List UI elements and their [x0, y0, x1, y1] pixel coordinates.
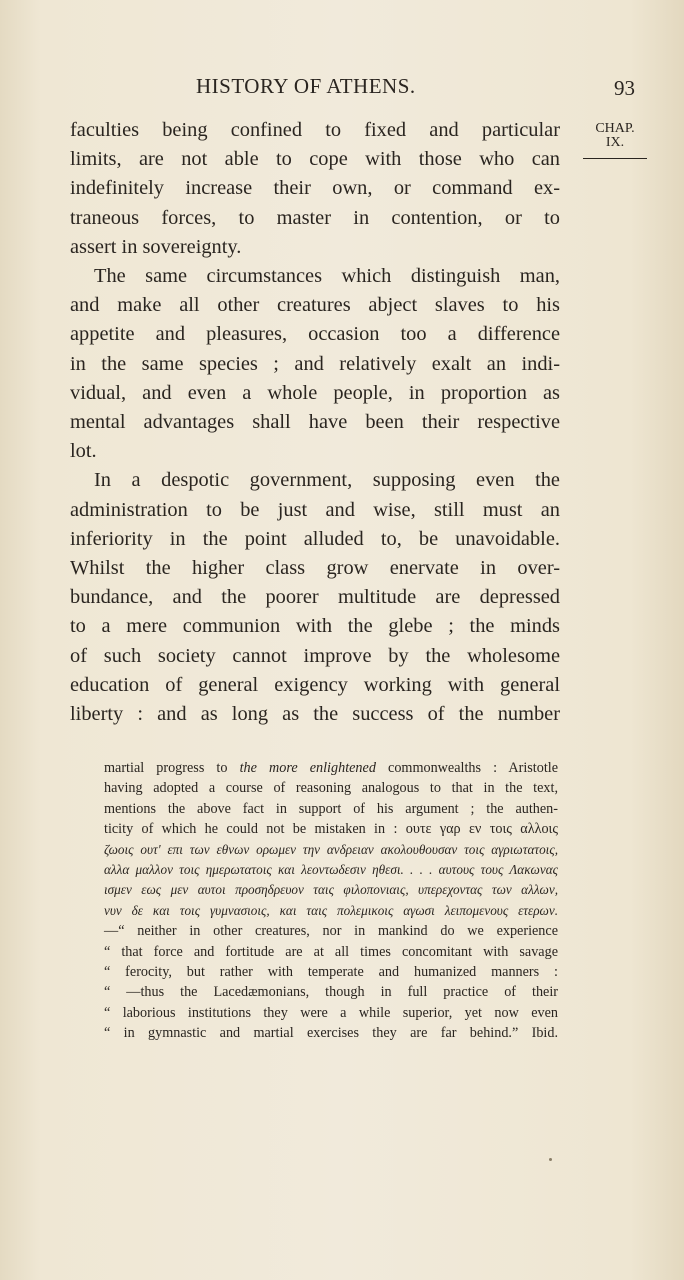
chapter-rule — [583, 158, 647, 159]
body-line: lot. — [70, 440, 97, 463]
body-line: inferiority in the point alluded to, be unavoidable. — [70, 527, 560, 550]
body-line: In a despotic government, supposing even the — [94, 469, 560, 492]
body-line: in the same species ; and relatively exalt an indi- — [70, 352, 560, 375]
footnote-line: mentions the above fact in support of his argument ; the authen- — [104, 800, 558, 817]
body-line: liberty : and as long as the success of the number — [70, 703, 560, 726]
body-line: mental advantages shall have been their respective — [70, 411, 560, 434]
page-number: 93 — [614, 76, 635, 100]
body-line: administration to be just and wise, still must an — [70, 498, 560, 521]
footnote-line: —“ neither in other creatures, nor in mankind do we experience — [104, 923, 558, 940]
chapter-marker — [578, 122, 652, 159]
body-line: limits, are not able to cope with those who can — [70, 148, 560, 171]
footnote-line — [104, 758, 558, 778]
footnote-emphasis: the more enlightened — [239, 760, 376, 776]
body-line: appetite and pleasures, occasion too a difference — [70, 323, 560, 346]
body-text — [70, 116, 560, 729]
body-line: Whilst the higher class grow enervate in over- — [70, 557, 560, 580]
footnote-line: “ —thus the Lacedæmonians, though in full practice of their — [104, 984, 558, 1001]
footnote-greek-line: νυν δε και τοις γυμνασιοις, και ταις πολεμικοις αγωσι λειπομενους ετερων. — [104, 902, 558, 918]
footnote-line: “ that force and fortitude are at all times concomitant with savage — [104, 943, 558, 960]
footnote-line: having adopted a course of reasoning analogous to that in the text, — [104, 780, 558, 797]
page-header — [0, 74, 684, 104]
body-line: faculties being confined to fixed and particular — [70, 119, 560, 141]
running-title: HISTORY OF ATHENS. — [196, 74, 416, 98]
footnote-line: “ in gymnastic and martial exercises they are far behind.” Ibid. — [104, 1025, 558, 1042]
footnote-greek-line: ζωοις ουτ' επι των εθνων ορωμεν την ανδρειαν ακολουθουσαν τοις αγριωτατοις, — [104, 841, 558, 857]
body-line: assert in sovereignty. — [70, 235, 242, 258]
chapter-label: CHAP. — [595, 121, 635, 136]
body-line: traneous forces, to master in contention, or to — [70, 206, 560, 229]
body-line: vidual, and even a whole people, in proportion as — [70, 381, 560, 404]
body-line: The same circumstances which distinguish man, — [94, 265, 560, 288]
body-line: education of general exigency working with general — [70, 673, 560, 696]
body-line: to a mere communion with the glebe ; the minds — [70, 615, 560, 638]
chapter-number: IX. — [605, 135, 625, 150]
footnote-line: “ ferocity, but rather with temperate and humanized manners : — [104, 964, 558, 981]
footnote-text: commonwealths : Aristotle — [375, 760, 558, 776]
footnote — [104, 758, 558, 1044]
body-line: indefinitely increase their own, or command ex- — [70, 177, 560, 200]
footnote-greek-line: αλλα μαλλον τοις ημερωτατοις και λεοντωδεσιν ηθεσι. . . . αυτους τους Λακωνας — [104, 862, 558, 878]
footnote-line: “ laborious institutions they were a while superior, yet now even — [104, 1004, 558, 1021]
footnote-text: martial progress to — [104, 760, 240, 776]
footnote-greek-line: ισμεν εως μεν αυτοι προσηδρευον ταις φιλοπονιαις, υπερεχοντας των αλλων, — [104, 882, 558, 898]
body-line: bundance, and the poorer multitude are depressed — [70, 586, 560, 609]
body-line: and make all other creatures abject slaves to his — [70, 294, 560, 317]
body-line: of such society cannot improve by the wholesome — [70, 644, 560, 667]
footnote-line: ticity of which he could not be mistaken in : ουτε γαρ εν τοις αλλοις — [104, 821, 558, 838]
paper-speck — [549, 1158, 552, 1161]
